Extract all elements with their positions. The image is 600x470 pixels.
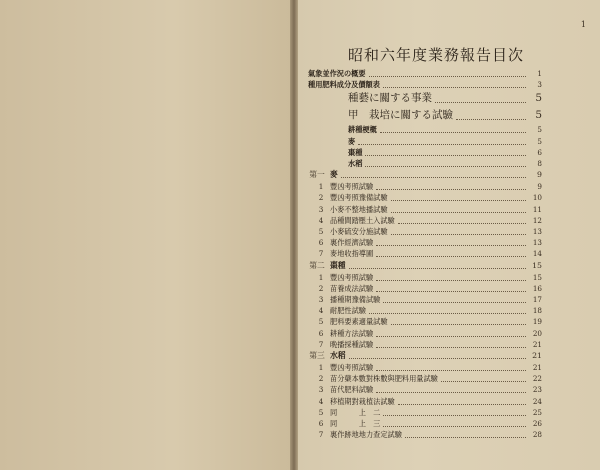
toc-entry-page: 5 — [537, 125, 542, 135]
toc-entry-label: 豐凶考照豫備試驗 — [330, 193, 388, 203]
toc-entry-page: 25 — [532, 407, 542, 417]
leader-dots — [398, 222, 526, 224]
toc-entry-number: 1 — [318, 182, 324, 192]
leader-dots — [380, 131, 526, 133]
leader-dots — [369, 312, 526, 314]
leader-dots — [358, 143, 526, 145]
toc-entry-page: 21 — [532, 339, 542, 349]
leader-dots — [391, 233, 526, 235]
toc-entry-label: 氣象並作況の概要 — [308, 69, 366, 78]
toc-entry-page: 12 — [532, 215, 542, 225]
toc-entry-label: 苗分蘖本數對株數與肥料用量試驗 — [330, 374, 438, 384]
toc-entry-number: 3 — [318, 204, 324, 214]
toc-entry — [298, 294, 600, 305]
leader-dots — [383, 301, 526, 303]
leader-dots — [391, 323, 526, 325]
toc-entry-page: 13 — [532, 227, 542, 236]
toc-entry-label: 同 上 二 — [330, 407, 381, 417]
toc-entry-page: 8 — [537, 159, 542, 168]
toc-entry — [298, 124, 600, 135]
toc-entry — [298, 339, 600, 350]
toc-entry-page: 21 — [532, 363, 542, 372]
toc-entry — [298, 192, 600, 203]
toc-entry-label: 耕種方法試驗 — [330, 328, 374, 338]
toc-entry-label: 移植期對栽植法試驗 — [330, 396, 395, 406]
toc-entry-label: 耕種梗概 — [348, 125, 377, 135]
toc-entry-page: 15 — [532, 260, 542, 270]
leader-dots — [456, 118, 526, 120]
toc-entry-label: 品種間踏壓土入試驗 — [330, 215, 395, 225]
toc-entry — [298, 147, 600, 158]
toc-entry-page: 19 — [532, 317, 542, 327]
toc-entry-label: 棗種 — [330, 260, 346, 270]
leader-dots — [383, 86, 526, 88]
toc-entry — [298, 158, 600, 169]
toc-entry-page: 9 — [537, 182, 542, 192]
toc-entry — [298, 237, 600, 248]
toc-entry — [298, 226, 600, 237]
toc-entry — [298, 90, 600, 106]
toc-entry-number: 3 — [318, 385, 324, 395]
leader-dots — [376, 255, 526, 257]
toc-entry-page: 18 — [532, 306, 542, 316]
toc-entry — [298, 362, 600, 373]
leader-dots — [349, 267, 526, 269]
toc-entry-page: 26 — [532, 419, 542, 428]
toc-entry — [298, 350, 600, 362]
toc-entry-number: 2 — [318, 374, 324, 384]
toc-entry-number: 2 — [318, 283, 324, 293]
toc-entry — [298, 429, 600, 440]
toc-entry — [298, 407, 600, 418]
leader-dots — [365, 165, 526, 167]
page-title: 昭和六年度業務報告目次 — [348, 46, 525, 64]
toc-entry-label: 種藝に關する事業 — [348, 92, 432, 105]
toc-entry-label: 種用肥料成分及價額表 — [308, 80, 380, 90]
right-page — [298, 0, 600, 470]
toc-entry-page: 21 — [532, 351, 542, 360]
toc-entry — [298, 204, 600, 215]
toc-entry-label: 裏作經濟試驗 — [330, 238, 374, 248]
toc-entry-page: 5 — [535, 109, 542, 122]
book-gutter — [290, 0, 298, 470]
toc-entry — [298, 316, 600, 327]
leader-dots — [398, 403, 526, 405]
leader-dots — [391, 199, 526, 201]
toc-entry-label: 棗種 — [348, 147, 363, 157]
leader-dots — [391, 211, 526, 213]
toc-entry-label: 苗養成法試驗 — [330, 283, 374, 293]
toc-entry — [298, 328, 600, 339]
toc-entry-number: 第二 — [309, 260, 325, 270]
toc-entry-page: 5 — [535, 92, 542, 105]
toc-entry — [298, 260, 600, 272]
leader-dots — [369, 75, 526, 77]
toc-entry-label: 裏作跡地地力查定試驗 — [330, 430, 402, 440]
toc-entry — [298, 396, 600, 407]
toc-entry-label: 豐凶考照試驗 — [330, 363, 374, 372]
toc-entry-label: 晩播採種試驗 — [330, 339, 374, 349]
toc-entry-label: 小麥不整地播試驗 — [330, 204, 388, 214]
toc-entry-label: 小麥硫安分施試驗 — [330, 227, 388, 236]
toc-entry — [298, 272, 600, 283]
toc-entry — [298, 248, 600, 259]
toc-entry — [298, 181, 600, 192]
toc-entry-number: 5 — [318, 317, 324, 327]
leader-dots — [441, 380, 526, 382]
left-page — [0, 0, 290, 470]
leader-dots — [383, 414, 526, 416]
toc-entry-number: 4 — [318, 396, 324, 406]
toc-entry — [298, 136, 600, 147]
toc-entry-page: 6 — [537, 147, 542, 157]
toc-entry-page: 22 — [532, 374, 542, 384]
leader-dots — [365, 154, 526, 156]
toc-entry-number: 7 — [318, 430, 324, 440]
toc-entry-page: 11 — [532, 204, 542, 214]
toc-entry-number: 第一 — [309, 170, 325, 180]
leader-dots — [376, 279, 526, 281]
toc-entry-page: 13 — [532, 238, 542, 248]
toc-entry-label: 水稻 — [348, 159, 363, 168]
toc-entry — [298, 418, 600, 429]
toc-entry-number: 7 — [318, 249, 324, 259]
toc-entry-number: 2 — [318, 193, 324, 203]
leader-dots — [341, 176, 526, 178]
toc-entry-number: 1 — [318, 363, 324, 372]
toc-entry — [298, 283, 600, 294]
toc-entry-label: 水稻 — [330, 351, 346, 360]
toc-entry-label: 豐凶考照試驗 — [330, 272, 374, 282]
toc-entry-number: 4 — [318, 215, 324, 225]
toc-entry-label: 麥 — [348, 136, 356, 146]
toc-entry — [298, 79, 600, 90]
toc-entry-page: 16 — [532, 283, 542, 293]
toc-entry-label: 豐凶考照試驗 — [330, 182, 374, 192]
toc-entry — [298, 107, 600, 123]
toc-entry-label: 播種期豫備試驗 — [330, 295, 381, 304]
toc-entry-label: 麥地收指導圃 — [330, 249, 374, 259]
toc-entry-label: 肥料要素適量試驗 — [330, 317, 388, 327]
toc-entry-page: 14 — [532, 249, 542, 259]
toc-entry-number: 5 — [318, 227, 324, 236]
leader-dots — [383, 425, 526, 427]
toc-entry-number: 6 — [318, 419, 324, 428]
leader-dots — [376, 244, 526, 246]
leader-dots — [435, 101, 526, 103]
leader-dots — [376, 335, 526, 337]
toc-entry-number: 6 — [318, 238, 324, 248]
toc-entry-page: 17 — [532, 295, 542, 304]
toc-entry-page: 5 — [537, 136, 542, 146]
toc-entry-label: 苗代肥料試驗 — [330, 385, 374, 395]
toc-entry-page: 10 — [532, 193, 542, 203]
toc-entry-page: 28 — [532, 430, 542, 440]
toc-entry-page: 20 — [532, 328, 542, 338]
toc-entry-page: 24 — [532, 396, 542, 406]
leader-dots — [376, 188, 526, 190]
toc-entry — [298, 68, 600, 79]
toc-entry-number: 7 — [318, 339, 324, 349]
leader-dots — [376, 369, 526, 371]
leader-dots — [376, 391, 526, 393]
toc-entry-number: 1 — [318, 272, 324, 282]
toc-entry — [298, 305, 600, 316]
toc-entry — [298, 169, 600, 181]
toc-entry-label: 麥 — [330, 170, 338, 180]
toc-entry-page: 3 — [537, 80, 542, 90]
toc-entry-label: 同 上 三 — [330, 419, 381, 428]
toc-entry-label: 甲 栽培に關する試驗 — [348, 109, 453, 122]
toc-entry-page: 1 — [537, 69, 542, 78]
leader-dots — [349, 357, 526, 359]
toc-entry — [298, 373, 600, 384]
toc-entry-label: 耐肥性試驗 — [330, 306, 366, 316]
toc-entry-number: 3 — [318, 295, 324, 304]
toc-entry-number: 4 — [318, 306, 324, 316]
toc-entry-page: 23 — [532, 385, 542, 395]
toc-entry — [298, 215, 600, 226]
leader-dots — [405, 436, 526, 438]
toc-entry-page: 15 — [532, 272, 542, 282]
leader-dots — [376, 346, 526, 348]
leader-dots — [376, 290, 526, 292]
toc-entry-number: 第三 — [309, 351, 325, 360]
page-number: 1 — [580, 20, 586, 29]
toc-entry-page: 9 — [537, 170, 542, 180]
toc-entry-number: 5 — [318, 407, 324, 417]
toc-entry-number: 6 — [318, 328, 324, 338]
toc-entry — [298, 384, 600, 395]
